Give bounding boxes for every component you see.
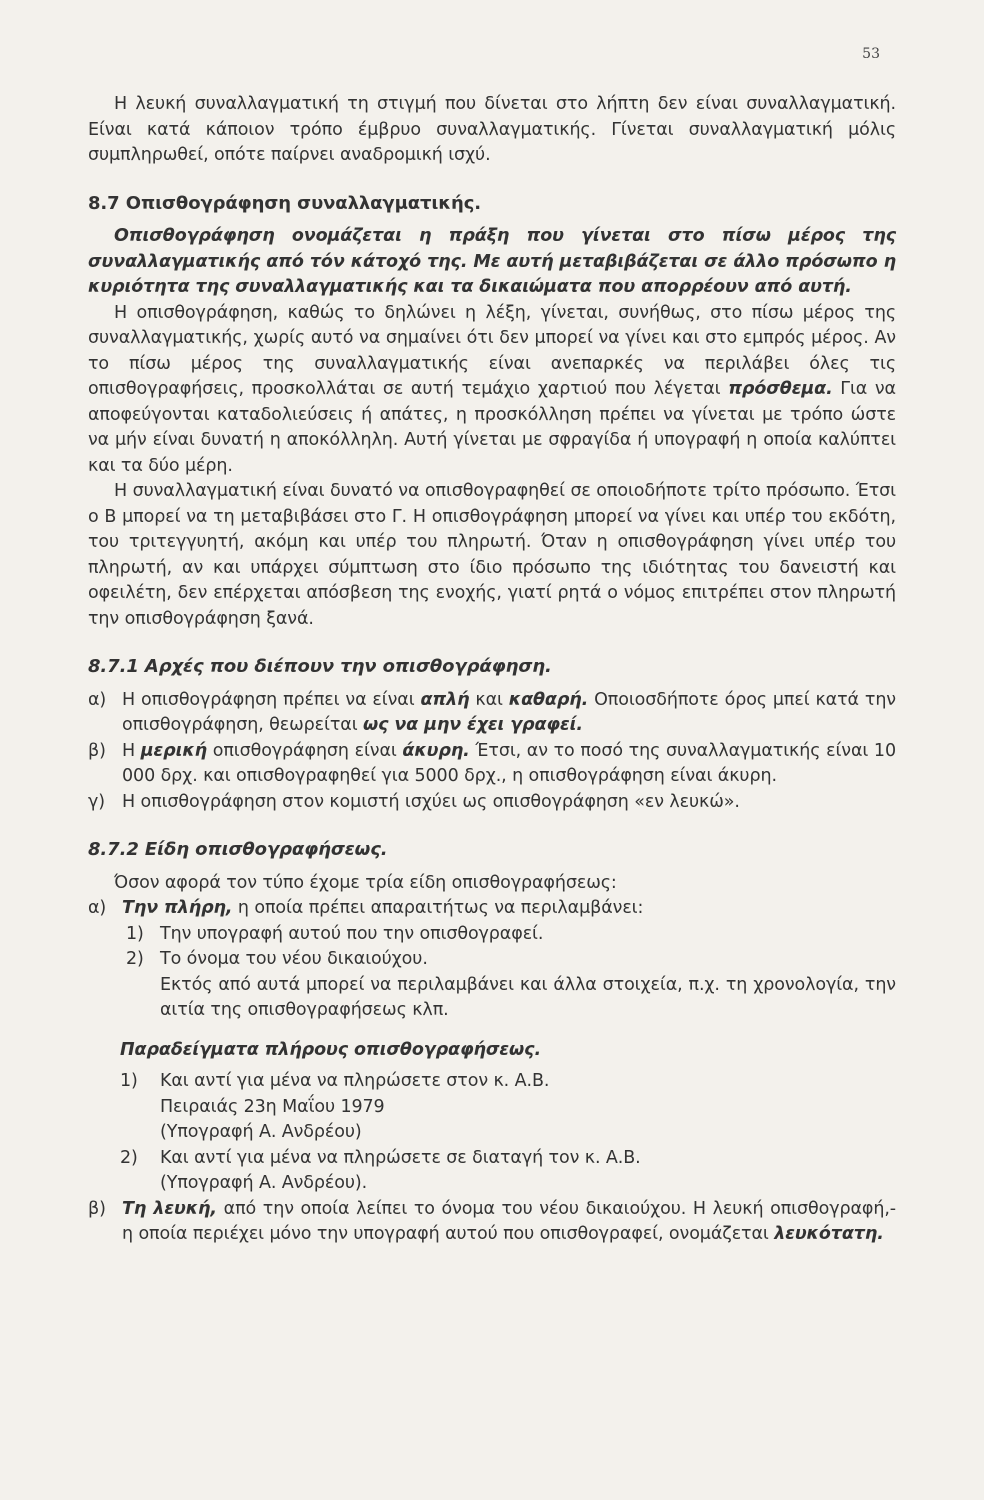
examples-heading: Παραδείγματα πλήρους οπισθογραφήσεως.: [120, 1039, 541, 1060]
types-intro: Όσον αφορά τον τύπο έχομε τρία είδη οπισθογραφήσεως:: [114, 872, 617, 893]
endorsement-types-list-2: [88, 1197, 896, 1248]
list-item: β) Η μερική οπισθογράφηση είναι άκυρη. Έτσι, αν το ποσό της συναλλαγματικής είναι 10 000 δρχ. και οπισθογραφηθεί για 5000 δρχ., η οπισθογράφηση είναι άκυρη.: [88, 740, 896, 786]
page-number: 53: [862, 46, 880, 62]
subsection-heading-2: 8.7.2 Είδη οπισθογραφήσεως.: [88, 839, 388, 860]
extra-info: Εκτός από αυτά μπορεί να περιλαμβάνει και άλλα στοιχεία, π.χ. τη χρονολογία, την αιτία της οπισθογραφήσεως κλπ.: [160, 974, 896, 1020]
intro-paragraph: Η λευκή συναλλαγματική τη στιγμή που δίνεται στο λήπτη δεν είναι συναλλαγματική. Είναι κατά κάποιον τρόπο έμβρυο συναλλαγματικής. Γίνεται συναλλαγματική μόλις συμπληρωθεί, οπότε παίρνει αναδρομική ισχύ.: [88, 94, 896, 165]
paragraph-2: Η συναλλαγματική είναι δυνατό να οπισθογραφηθεί σε οποιοδήποτε τρίτο πρόσωπο. Έτσι ο Β μπορεί να τη μεταβιβάσει στο Γ. Η οπισθογράφηση μπορεί να γίνει και υπέρ του εκδότη, του τριτεγγυητή, ακόμη και υπέρ του πληρωτή. Όταν η οπισθογράφηση γίνει υπέρ του πληρωτή, αν και υπάρχει σύμπτωση στο ίδιο πρόσωπο της ιδιότητας του δανειστή και οφειλέτη, δεν επέρχεται απόσβεση της ενοχής, γιατί ρητά ο νόμος επιτρέπει στον πληρωτή την οπισθογράφηση ξανά.: [88, 481, 896, 629]
list-item: α) Η οπισθογράφηση πρέπει να είναι απλή και καθαρή. Οποιοσδήποτε όρος μπεί κατά την οπισθογράφηση, θεωρείται ως να μην έχει γραφεί.: [88, 689, 896, 735]
list-item: 2) Και αντί για μένα να πληρώσετε σε διαταγή τον κ. Α.Β. (Υπογραφή Α. Ανδρέου).: [120, 1147, 641, 1193]
list-item: 2) Το όνομα του νέου δικαιούχου.: [126, 949, 428, 969]
list-item: 1) Την υπογραφή αυτού που την οπισθογραφεί.: [126, 923, 544, 944]
definition-paragraph: Οπισθογράφηση ονομάζεται η πράξη που γίνεται στο πίσω μέρος της συναλλαγματικής από τόν κάτοχό της. Με αυτή μεταβιβάζεται σε άλλο πρόσωπο η κυριότητα της συναλλαγματικής και τα δικαιώματα που απορρέουν από αυτή.: [88, 226, 896, 297]
examples-list: [88, 1069, 896, 1197]
list-item: 1) Και αντί για μένα να πληρώσετε στον κ. Α.Β. Πειραιάς 23η Μαΐου 1979 (Υπογραφή Α. Ανδρέου): [120, 1071, 550, 1142]
section-heading: 8.7 Οπισθογράφηση συναλλαγματικής.: [88, 192, 481, 214]
endorsement-types-list: [88, 896, 896, 1024]
term-prosthema: πρόσθεμα.: [728, 379, 833, 399]
list-item: γ) Η οπισθογράφηση στον κομιστή ισχύει ως οπισθογράφηση «εν λευκώ».: [88, 791, 740, 812]
principles-list: [88, 688, 896, 816]
requirements-list: [122, 922, 896, 973]
page-body: [88, 92, 896, 1248]
list-item: α) Την πλήρη, η οποία πρέπει απαραιτήτως να περιλαμβάνει: 1) Την υπογραφή αυτού που την οπισθογραφεί. 2) Το όνομα του νέου δικαιούχου. Εκτός από αυτά μπορεί να περιλαμβάνει και άλλα στοιχεία, π.χ. τη χρονολογία, την αιτία της οπισθογραφήσεως κλπ.: [88, 896, 896, 1024]
subsection-heading-1: 8.7.1 Αρχές που διέπουν την οπισθογράφηση.: [88, 656, 552, 677]
paragraph-1: Η οπισθογράφηση, καθώς το δηλώνει η λέξη, γίνεται, συνήθως, στο πίσω μέρος της συναλλαγματικής, χωρίς αυτό να σημαίνει ότι δεν μπορεί να γίνει και στο εμπρός μέρος. Αν το πίσω μέρος της συναλλαγματικής είναι ανεπαρκές να περιλάβει όλες τις οπισθογραφήσεις, προσκολλάται σε αυτή τεμάχιο χαρτιού που λέγεται πρόσθεμα. Για να αποφεύγονται καταδολιεύσεις ή απάτες, η προσκόλληση πρέπει να γίνεται με τρόπο ώστε να μήν είναι δυνατή η αποκόλληλη. Αυτή γίνεται με σφραγίδα ή υπογραφή η οποία καλύπτει και τα δύο μέρη.: [88, 302, 896, 476]
list-item: β) Τη λευκή, από την οποία λείπει το όνομα του νέου δικαιούχου. Η λευκή οπισθογραφή,- η οποία περιέχει μόνο την υπογραφή αυτού που οπισθογραφεί, ονομάζεται λευκότατη.: [88, 1198, 897, 1244]
